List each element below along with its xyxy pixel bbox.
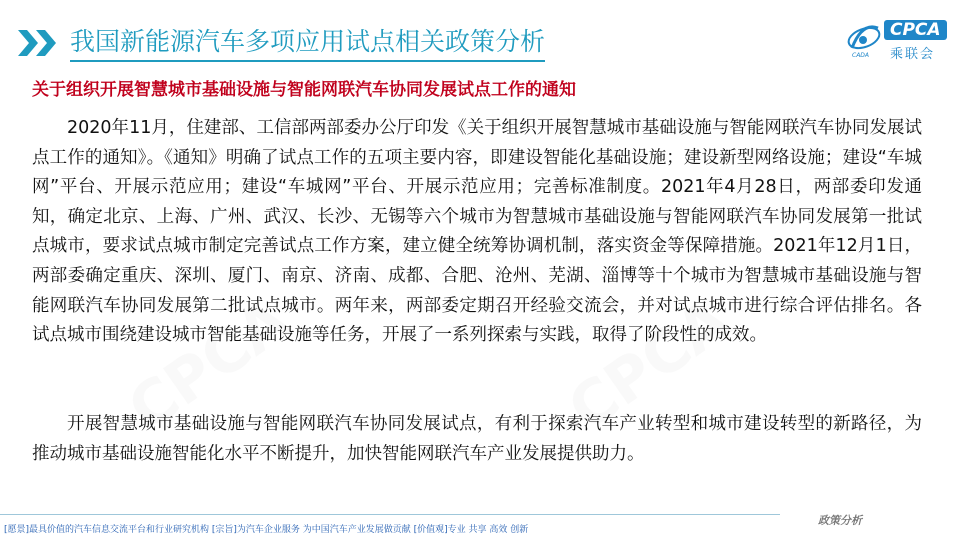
body-paragraph: 2020年11月，住建部、工信部两部委办公厅印发《关于组织开展智慧城市基础设施与智能网联汽车协同发展试点工作的通知》。《通知》明确了试点工作的五项主要内容，即建设智能化基础设施；建设新型网络设施；建设“车城网”平台、开展示范应用；建设“车城网”平台、开展示范应用；完善标准制度。2021年4月28日，两部委印发通知，确定北京、上海、广州、武汉、长沙、无锡等六个城市为智慧城市基础设施与智能网联汽车协同发展第一批试点城市，要求试点城市制定完善试点工作方案，建立健全统筹协调机制，落实资金等保障措施。2021年12月1日，两部委确定重庆、深圳、厦门、南京、济南、成都、合肥、沧州、芜湖、淄博等十个城市为智慧城市基础设施与智能网联汽车协同发展第二批试点城市。两年来，两部委定期召开经验交流会，并对试点城市进行综合评估排名。各试点城市围绕建设城市智能基础设施等任务，开展了一系列探索与实践，取得了阶段性的成效。: [32, 118, 922, 346]
footer-divider: [0, 514, 780, 515]
watermark: CPCA: [116, 285, 303, 445]
page-title: 我国新能源汽车多项应用试点相关政策分析: [70, 24, 545, 62]
logo-text: CPCA: [884, 20, 947, 40]
section-heading: 关于组织开展智慧城市基础设施与智能网联汽车协同发展试点工作的通知: [32, 80, 576, 100]
double-chevron-icon: [18, 30, 60, 56]
footer-section-label: 政策分析: [818, 514, 862, 527]
logo-subtext: 乘联会: [890, 47, 936, 62]
logo-small-text: CADA: [852, 52, 870, 59]
body-paragraph: 开展智慧城市基础设施与智能网联汽车协同发展试点，有利于探索汽车产业转型和城市建设转型的新路径，为推动城市基础设施智能化水平不断提升，加快智能网联汽车产业发展提供助力。: [32, 414, 922, 464]
watermark: CPCA: [556, 285, 743, 445]
footer-text: [愿景]最具价值的汽车信息交流平台和行业研究机构 [宗旨]为汽车企业服务 为中国汽车产业发展做贡献 [价值观]专业 共享 高效 创新: [4, 525, 529, 535]
